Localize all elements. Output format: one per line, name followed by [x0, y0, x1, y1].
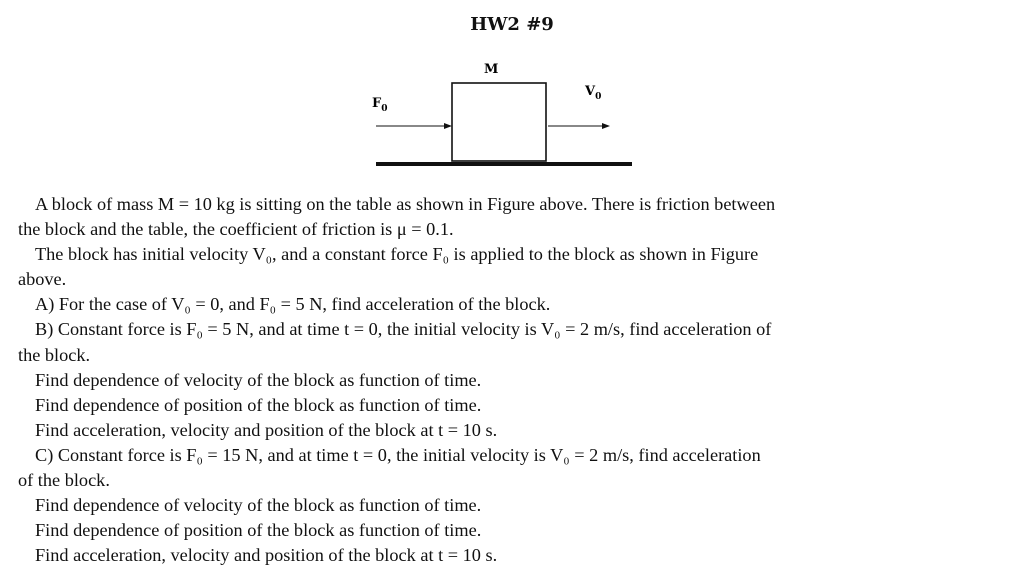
part-b-line-2: the block. [18, 344, 91, 365]
velocity-label: $V_0$ [585, 84, 602, 102]
part-c-position: Find dependence of position of the block as function of time. [35, 520, 482, 541]
paragraph-1b: the block and the table, the coefficient of friction is μ = 0.1. [18, 219, 454, 240]
part-a: A) For the case of V₀ = 0, and F₀ = 5 N, find acceleration of the block. [35, 294, 551, 315]
velocity-arrowhead-icon [602, 123, 610, 129]
mass-label: M [484, 62, 499, 77]
block-diagram [0, 40, 1024, 175]
block [452, 83, 546, 161]
part-b-line-1: B) Constant force is F₀ = 5 N, and at time t = 0, the initial velocity is V₀ = 2 m/s, find acceleration of [35, 319, 772, 340]
paragraph-1a: A block of mass M = 10 kg is sitting on the table as shown in Figure above. There is friction between [35, 194, 776, 214]
force-label: $F_0$ [372, 96, 388, 114]
paragraph-2a: The block has initial velocity V₀, and a constant force F₀ is applied to the block as shown in Figure [35, 244, 759, 265]
part-c-velocity: Find dependence of velocity of the block as function of time. [35, 495, 482, 516]
page-title: HW2 #9 [470, 14, 554, 35]
part-c-line-2: of the block. [18, 470, 110, 491]
part-c-line-1: C) Constant force is F₀ = 15 N, and at time t = 0, the initial velocity is V₀ = 2 m/s, find acceleration [35, 444, 761, 465]
paragraph-2b: above. [18, 269, 67, 290]
part-b-velocity: Find dependence of velocity of the block as function of time. [35, 369, 482, 390]
part-c-values: Find acceleration, velocity and position of the block at t = 10 s. [35, 545, 498, 566]
part-b-values: Find acceleration, velocity and position of the block at t = 10 s. [35, 419, 498, 440]
part-b-position: Find dependence of position of the block as function of time. [35, 394, 482, 415]
force-arrowhead-icon [444, 123, 452, 129]
problem-text [18, 192, 986, 568]
